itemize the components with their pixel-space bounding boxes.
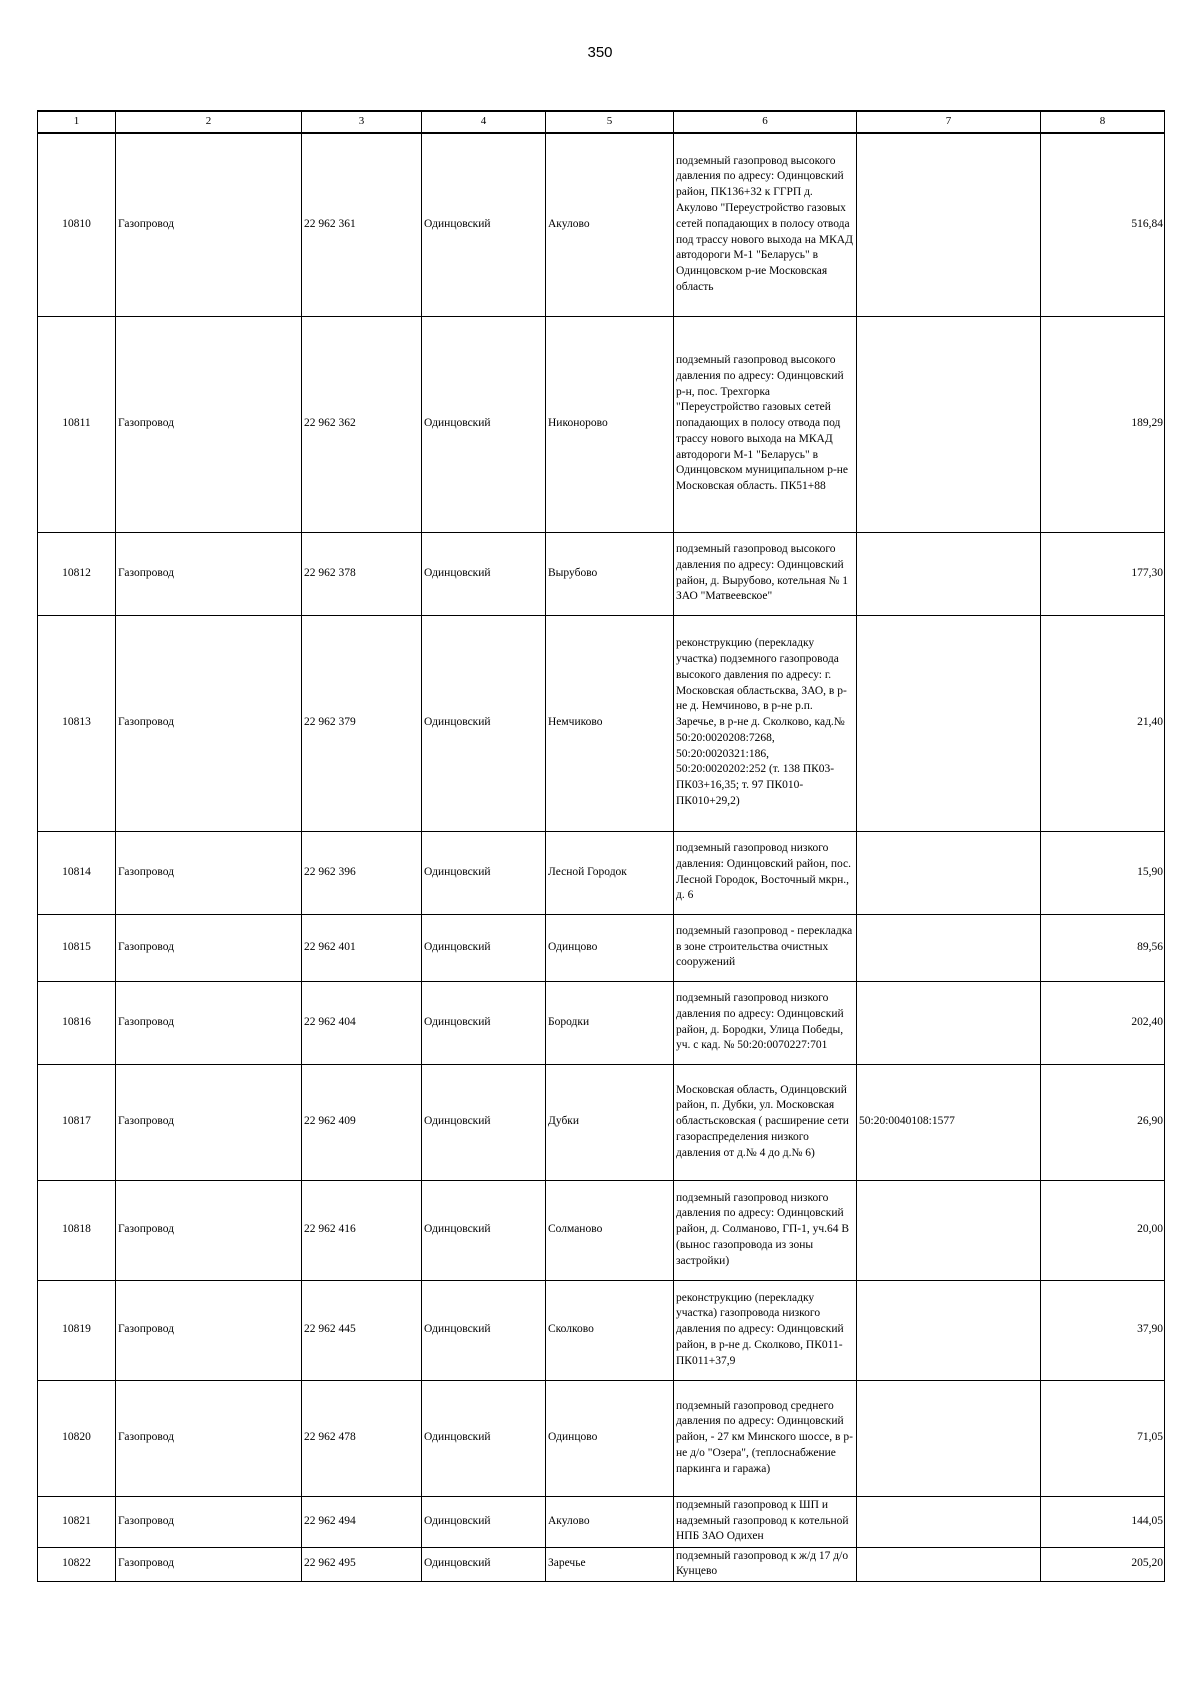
record-number-cell: 10815 bbox=[38, 914, 116, 981]
district-cell: Одинцовский bbox=[422, 1064, 546, 1180]
table-row bbox=[38, 981, 1165, 1064]
description-cell: подземный газопровод к ж/д 17 д/о Кунцево bbox=[674, 1547, 857, 1582]
column-header: 7 bbox=[857, 111, 1041, 133]
cadastral-number-cell bbox=[857, 981, 1041, 1064]
record-number-cell: 10814 bbox=[38, 831, 116, 914]
code-cell: 22 962 404 bbox=[302, 981, 422, 1064]
description-cell: подземный газопровод низкого давления: Одинцовский район, пос. Лесной Городок, Восточный мкрн., д. 6 bbox=[674, 831, 857, 914]
description-cell: реконструкцию (перекладку участка) газопровода низкого давления по адресу: Одинцовский район, в р-не д. Сколково, ПК011-ПК011+37,9 bbox=[674, 1280, 857, 1380]
object-name-cell: Газопровод bbox=[116, 532, 302, 615]
district-cell: Одинцовский bbox=[422, 532, 546, 615]
locality-cell: Заречье bbox=[546, 1547, 674, 1582]
cadastral-number-cell bbox=[857, 1280, 1041, 1380]
district-cell: Одинцовский bbox=[422, 316, 546, 532]
length-cell: 71,05 bbox=[1041, 1380, 1165, 1496]
cadastral-number-cell: 50:20:0040108:1577 bbox=[857, 1064, 1041, 1180]
locality-cell: Акулово bbox=[546, 1496, 674, 1547]
description-cell: подземный газопровод к ШП и надземный газопровод к котельной НПБ ЗАО Одихен bbox=[674, 1496, 857, 1547]
object-name-cell: Газопровод bbox=[116, 831, 302, 914]
object-name-cell: Газопровод bbox=[116, 615, 302, 831]
district-cell: Одинцовский bbox=[422, 133, 546, 316]
code-cell: 22 962 478 bbox=[302, 1380, 422, 1496]
length-cell: 189,29 bbox=[1041, 316, 1165, 532]
column-header: 3 bbox=[302, 111, 422, 133]
object-name-cell: Газопровод bbox=[116, 1380, 302, 1496]
table-row bbox=[38, 1380, 1165, 1496]
column-header: 6 bbox=[674, 111, 857, 133]
object-name-cell: Газопровод bbox=[116, 1180, 302, 1280]
cadastral-number-cell bbox=[857, 1496, 1041, 1547]
locality-cell: Никонорово bbox=[546, 316, 674, 532]
column-header: 1 bbox=[38, 111, 116, 133]
object-name-cell: Газопровод bbox=[116, 133, 302, 316]
district-cell: Одинцовский bbox=[422, 914, 546, 981]
locality-cell: Бородки bbox=[546, 981, 674, 1064]
code-cell: 22 962 401 bbox=[302, 914, 422, 981]
registry-table bbox=[37, 110, 1165, 1582]
table-row bbox=[38, 1496, 1165, 1547]
description-cell: подземный газопровод высокого давления по адресу: Одинцовский район, д. Вырубово, котельная № 1 ЗАО "Матвеевское" bbox=[674, 532, 857, 615]
object-name-cell: Газопровод bbox=[116, 981, 302, 1064]
record-number-cell: 10810 bbox=[38, 133, 116, 316]
cadastral-number-cell bbox=[857, 1547, 1041, 1582]
object-name-cell: Газопровод bbox=[116, 914, 302, 981]
record-number-cell: 10812 bbox=[38, 532, 116, 615]
table-row bbox=[38, 1280, 1165, 1380]
record-number-cell: 10813 bbox=[38, 615, 116, 831]
description-cell: подземный газопровод высокого давления по адресу: Одинцовский р-н, пос. Трехгорка "Переустройство газовых сетей попадающих в полосу отвода под трассу нового выхода на МКАД автодороги М-1 "Беларусь" в Одинцовском муниципальном р-не Московская область. ПК51+88 bbox=[674, 316, 857, 532]
description-cell: подземный газопровод - перекладка в зоне строительства очистных сооружений bbox=[674, 914, 857, 981]
table-row bbox=[38, 1547, 1165, 1582]
district-cell: Одинцовский bbox=[422, 1180, 546, 1280]
description-cell: Московская область, Одинцовский район, п. Дубки, ул. Московская областьсковская ( расширение сети газораспределения низкого давления от д.№ 4 до д.№ 6) bbox=[674, 1064, 857, 1180]
cadastral-number-cell bbox=[857, 615, 1041, 831]
length-cell: 20,00 bbox=[1041, 1180, 1165, 1280]
district-cell: Одинцовский bbox=[422, 1280, 546, 1380]
cadastral-number-cell bbox=[857, 914, 1041, 981]
table-row bbox=[38, 831, 1165, 914]
record-number-cell: 10816 bbox=[38, 981, 116, 1064]
column-number-header-row bbox=[38, 111, 1165, 133]
code-cell: 22 962 445 bbox=[302, 1280, 422, 1380]
table-row bbox=[38, 532, 1165, 615]
record-number-cell: 10821 bbox=[38, 1496, 116, 1547]
locality-cell: Сколково bbox=[546, 1280, 674, 1380]
code-cell: 22 962 362 bbox=[302, 316, 422, 532]
length-cell: 37,90 bbox=[1041, 1280, 1165, 1380]
locality-cell: Солманово bbox=[546, 1180, 674, 1280]
cadastral-number-cell bbox=[857, 316, 1041, 532]
record-number-cell: 10818 bbox=[38, 1180, 116, 1280]
locality-cell: Вырубово bbox=[546, 532, 674, 615]
table-row bbox=[38, 615, 1165, 831]
cadastral-number-cell bbox=[857, 532, 1041, 615]
locality-cell: Лесной Городок bbox=[546, 831, 674, 914]
record-number-cell: 10820 bbox=[38, 1380, 116, 1496]
district-cell: Одинцовский bbox=[422, 831, 546, 914]
district-cell: Одинцовский bbox=[422, 1496, 546, 1547]
column-header: 2 bbox=[116, 111, 302, 133]
record-number-cell: 10811 bbox=[38, 316, 116, 532]
description-cell: подземный газопровод высокого давления по адресу: Одинцовский район, ПК136+32 к ГГРП д. Акулово "Переустройство газовых сетей попадающих в полосу отвода под трассу нового выхода на МКАД автодороги М-1 "Беларусь" в Одинцовском р-ие Московская область bbox=[674, 133, 857, 316]
column-header: 8 bbox=[1041, 111, 1165, 133]
record-number-cell: 10817 bbox=[38, 1064, 116, 1180]
length-cell: 26,90 bbox=[1041, 1064, 1165, 1180]
district-cell: Одинцовский bbox=[422, 1547, 546, 1582]
description-cell: подземный газопровод среднего давления по адресу: Одинцовский район, - 27 км Минского шоссе, в р-не д/о "Озера", (теплоснабжение паркинга и гаража) bbox=[674, 1380, 857, 1496]
cadastral-number-cell bbox=[857, 1180, 1041, 1280]
table-row bbox=[38, 316, 1165, 532]
district-cell: Одинцовский bbox=[422, 981, 546, 1064]
code-cell: 22 962 378 bbox=[302, 532, 422, 615]
code-cell: 22 962 409 bbox=[302, 1064, 422, 1180]
code-cell: 22 962 495 bbox=[302, 1547, 422, 1582]
length-cell: 144,05 bbox=[1041, 1496, 1165, 1547]
table-row bbox=[38, 1180, 1165, 1280]
column-header: 4 bbox=[422, 111, 546, 133]
code-cell: 22 962 379 bbox=[302, 615, 422, 831]
district-cell: Одинцовский bbox=[422, 1380, 546, 1496]
length-cell: 21,40 bbox=[1041, 615, 1165, 831]
table-row bbox=[38, 133, 1165, 316]
cadastral-number-cell bbox=[857, 1380, 1041, 1496]
code-cell: 22 962 416 bbox=[302, 1180, 422, 1280]
locality-cell: Дубки bbox=[546, 1064, 674, 1180]
length-cell: 177,30 bbox=[1041, 532, 1165, 615]
code-cell: 22 962 494 bbox=[302, 1496, 422, 1547]
code-cell: 22 962 396 bbox=[302, 831, 422, 914]
page-number: 350 bbox=[587, 44, 613, 61]
column-header: 5 bbox=[546, 111, 674, 133]
description-cell: подземный газопровод низкого давления по адресу: Одинцовский район, д. Солманово, ГП-1, уч.64 В (вынос газопровода из зоны застройки) bbox=[674, 1180, 857, 1280]
locality-cell: Одинцово bbox=[546, 1380, 674, 1496]
locality-cell: Акулово bbox=[546, 133, 674, 316]
description-cell: реконструкцию (перекладку участка) подземного газопровода высокого давления по адресу: г. Московская областьсква, ЗАО, в р-не д. Немчиново, в р-не р.п. Заречье, в р-не д. Сколково, кад.№ 50:20:0020208:7268, 50:20:0020321:186, 50:20:0020202:252 (т. 138 ПК03-ПК03+16,35; т. 97 ПК010-ПК010+29,2) bbox=[674, 615, 857, 831]
length-cell: 89,56 bbox=[1041, 914, 1165, 981]
record-number-cell: 10822 bbox=[38, 1547, 116, 1582]
object-name-cell: Газопровод bbox=[116, 1547, 302, 1582]
description-cell: подземный газопровод низкого давления по адресу: Одинцовский район, д. Бородки, Улица Победы, уч. с кад. № 50:20:0070227:701 bbox=[674, 981, 857, 1064]
cadastral-number-cell bbox=[857, 133, 1041, 316]
table-row bbox=[38, 1064, 1165, 1180]
object-name-cell: Газопровод bbox=[116, 316, 302, 532]
object-name-cell: Газопровод bbox=[116, 1280, 302, 1380]
length-cell: 205,20 bbox=[1041, 1547, 1165, 1582]
length-cell: 516,84 bbox=[1041, 133, 1165, 316]
length-cell: 202,40 bbox=[1041, 981, 1165, 1064]
code-cell: 22 962 361 bbox=[302, 133, 422, 316]
object-name-cell: Газопровод bbox=[116, 1064, 302, 1180]
length-cell: 15,90 bbox=[1041, 831, 1165, 914]
table-row bbox=[38, 914, 1165, 981]
district-cell: Одинцовский bbox=[422, 615, 546, 831]
cadastral-number-cell bbox=[857, 831, 1041, 914]
object-name-cell: Газопровод bbox=[116, 1496, 302, 1547]
locality-cell: Немчиково bbox=[546, 615, 674, 831]
locality-cell: Одинцово bbox=[546, 914, 674, 981]
record-number-cell: 10819 bbox=[38, 1280, 116, 1380]
